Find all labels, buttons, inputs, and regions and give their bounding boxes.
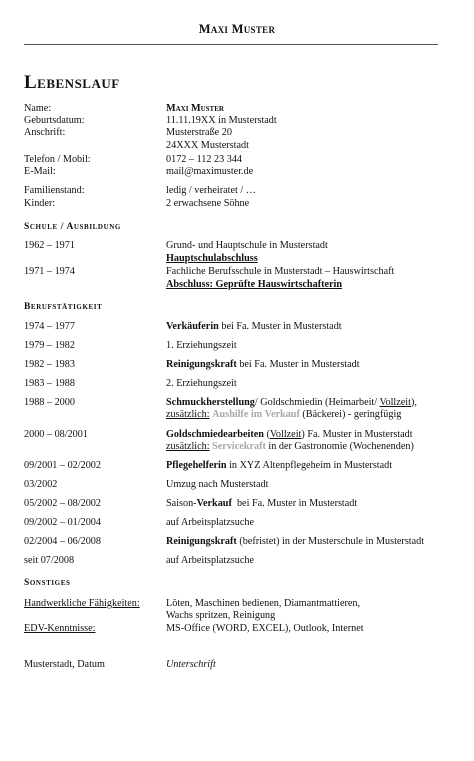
section-heading-career: Berufstätigkeit <box>24 302 103 312</box>
page-title: Lebenslauf <box>24 72 120 93</box>
career-date: 1982 – 1983 <box>24 359 75 370</box>
career-entry: auf Arbeitsplatzsuche <box>166 517 254 528</box>
label-marital-status: Familienstand: <box>24 185 85 196</box>
career-entry-extra: zusätzlich: Servicekraft in der Gastronomie (Wochenenden) <box>166 441 414 452</box>
career-date: 02/2004 – 06/2008 <box>24 536 101 547</box>
value-email: mail@maximuster.de <box>166 166 254 177</box>
value-skills-1: Löten, Maschinen bedienen, Diamantmattieren, <box>166 598 361 609</box>
career-date: 1974 – 1977 <box>24 321 75 332</box>
place-date: Musterstadt, Datum <box>24 659 105 670</box>
career-date: 1983 – 1988 <box>24 378 75 389</box>
career-entry: 1. Erziehungszeit <box>166 340 237 351</box>
career-date: 1988 – 2000 <box>24 397 75 408</box>
career-entry: Pflegehelferin in XYZ Altenpflegeheim in Musterstadt <box>166 460 393 471</box>
header-name: Maxi Muster <box>198 22 276 36</box>
header-rule <box>24 44 438 45</box>
label-skills: Handwerkliche Fähigkeiten: <box>24 598 140 609</box>
career-date: 09/2002 – 01/2004 <box>24 517 101 528</box>
label-address: Anschrift: <box>24 127 66 138</box>
signature: Unterschrift <box>166 659 216 670</box>
school-text-2: Fachliche Berufsschule in Musterstadt – Hauswirtschaft <box>166 266 395 277</box>
value-children: 2 erwachsene Söhne <box>166 198 250 209</box>
document-header <box>0 22 474 37</box>
label-email: E-Mail: <box>24 166 56 177</box>
career-date: 03/2002 <box>24 479 58 490</box>
career-entry-extra: zusätzlich: Aushilfe im Verkauf (Bäckerei) - geringfügig <box>166 409 402 420</box>
career-date: 1979 – 1982 <box>24 340 75 351</box>
label-phone: Telefon / Mobil: <box>24 154 91 165</box>
career-entry: Reinigungskraft (befristet) in der Musterschule in Musterstadt <box>166 536 425 547</box>
section-heading-other: Sonstiges <box>24 578 71 588</box>
career-date: seit 07/2008 <box>24 555 75 566</box>
career-entry: Umzug nach Musterstadt <box>166 479 269 490</box>
career-entry: Reinigungskraft bei Fa. Muster in Musterstadt <box>166 359 360 370</box>
school-text-1: Grund- und Hauptschule in Musterstadt <box>166 240 328 251</box>
career-date: 2000 – 08/2001 <box>24 429 88 440</box>
value-birthdate: 11.11.19XX in Musterstadt <box>166 115 277 126</box>
career-entry: Schmuckherstellung/ Goldschmiedin (Heimarbeit/ Vollzeit), <box>166 397 417 408</box>
label-name: Name: <box>24 103 52 114</box>
school-date-1: 1962 – 1971 <box>24 240 75 251</box>
career-entry: Saison-Verkauf bei Fa. Muster in Musterstadt <box>166 498 358 509</box>
value-name: Maxi Muster <box>166 103 224 114</box>
career-entry: auf Arbeitsplatzsuche <box>166 555 254 566</box>
value-street: Musterstraße 20 <box>166 127 232 138</box>
career-date: 05/2002 – 08/2002 <box>24 498 101 509</box>
career-date: 09/2001 – 02/2002 <box>24 460 101 471</box>
value-city: 24XXX Musterstadt <box>166 140 249 151</box>
value-skills-2: Wachs spritzen, Reinigung <box>166 610 276 621</box>
value-it-skills: MS-Office (WORD, EXCEL), Outlook, Internet <box>166 623 364 634</box>
section-heading-school: Schule / Ausbildung <box>24 222 121 232</box>
label-it-skills: EDV-Kenntnisse: <box>24 623 96 634</box>
career-entry: 2. Erziehungszeit <box>166 378 237 389</box>
school-degree-2: Abschluss: Geprüfte Hauswirtschafterin <box>166 279 343 290</box>
label-children: Kinder: <box>24 198 56 209</box>
school-degree-1: Hauptschulabschluss <box>166 253 258 264</box>
career-entry: Verkäuferin bei Fa. Muster in Musterstadt <box>166 321 342 332</box>
label-birthdate: Geburtsdatum: <box>24 115 85 126</box>
value-phone: 0172 – 112 23 344 <box>166 154 243 165</box>
value-marital-status: ledig / verheiratet / … <box>166 185 256 196</box>
school-date-2: 1971 – 1974 <box>24 266 75 277</box>
career-entry: Goldschmiedearbeiten (Vollzeit) Fa. Muster in Musterstadt <box>166 429 413 440</box>
